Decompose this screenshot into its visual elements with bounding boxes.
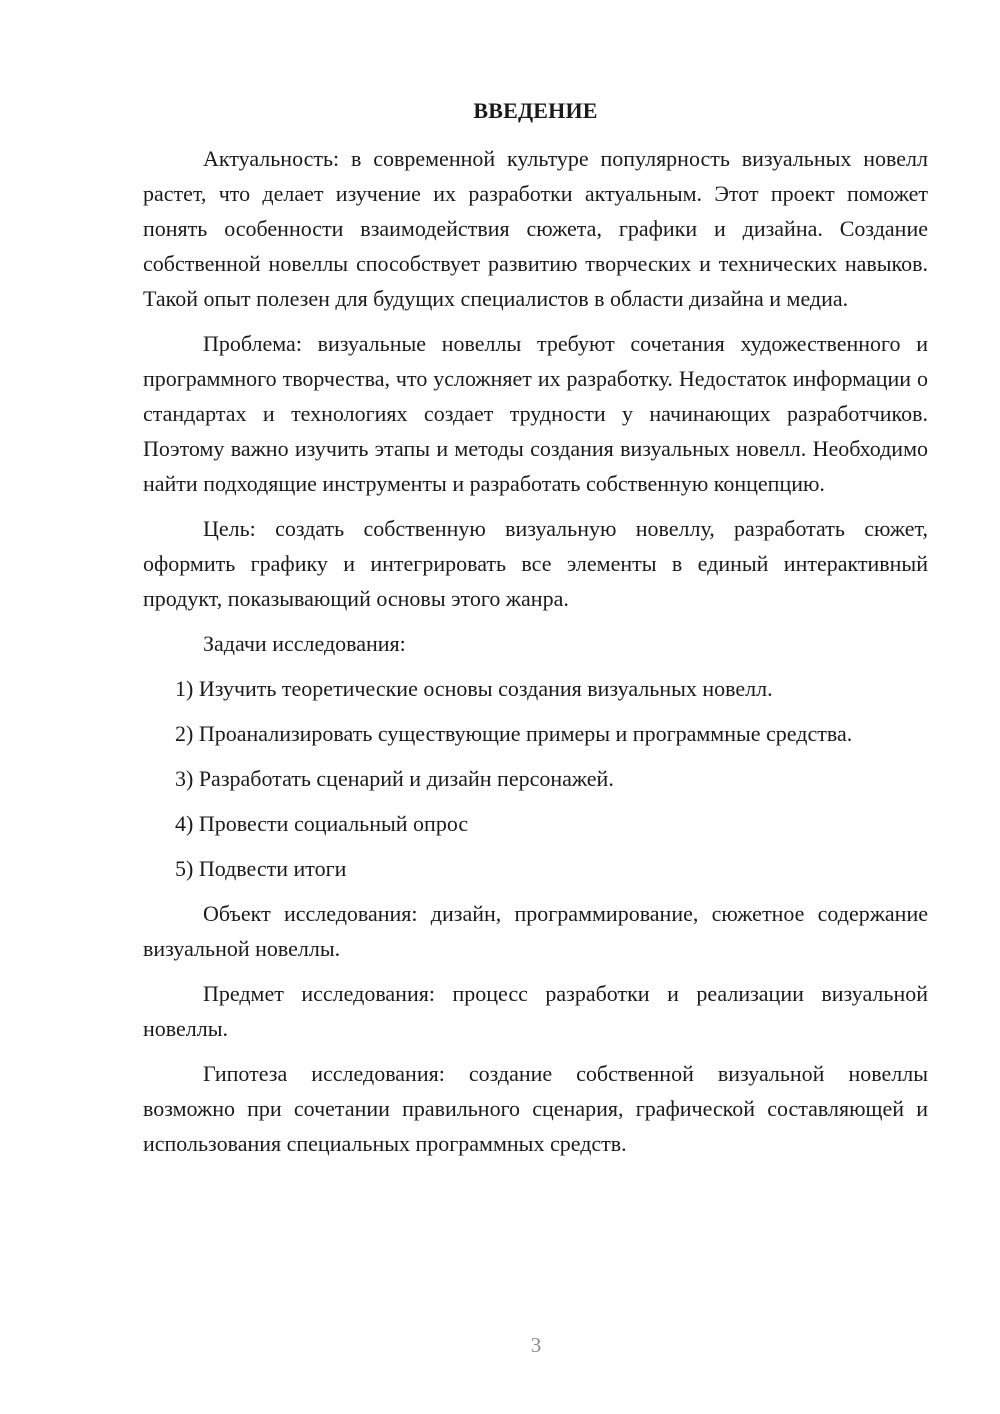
page-number: 3 (530, 1333, 542, 1357)
task-item: 5) Подвести итоги (175, 856, 347, 881)
task-item: 2) Проанализировать существующие примеры и программные средства. (175, 721, 853, 746)
problem-paragraph: Проблема: визуальные новеллы требуют сочетания художественного и программного творчества, что усложняет их разработку. Недостаток информации о стандартах и технологиях создает трудности у начинающих разработчиков. Поэтому важно изучить этапы и методы создания визуальных новелл. Необходимо найти подходящие инструменты и разработать собственную концепцию. (143, 331, 928, 496)
task-item: 4) Провести социальный опрос (175, 811, 469, 836)
goal-paragraph: Цель: создать собственную визуальную новеллу, разработать сюжет, оформить графику и интегрировать все элементы в единый интерактивный продукт, показывающий основы этого жанра. (143, 516, 928, 611)
hypothesis-paragraph: Гипотеза исследования: создание собственной визуальной новеллы возможно при сочетании правильного сценария, графической составляющей и использования специальных программных средств. (143, 1061, 928, 1156)
task-item: 3) Разработать сценарий и дизайн персонажей. (175, 766, 614, 791)
relevance-paragraph: Актуальность: в современной культуре популярность визуальных новелл растет, что делает изучение их разработки актуальным. Этот проект поможет понять особенности взаимодействия сюжета, графики и дизайна. Создание собственной новеллы способствует развитию творческих и технических навыков. Такой опыт полезен для будущих специалистов в области дизайна и медиа. (143, 146, 928, 311)
task-item: 1) Изучить теоретические основы создания визуальных новелл. (175, 676, 773, 701)
section-heading: ВВЕДЕНИЕ (473, 98, 598, 123)
page-content (143, 95, 928, 1171)
subject-paragraph: Предмет исследования: процесс разработки и реализации визуальной новеллы. (143, 981, 928, 1041)
tasks-label: Задачи исследования: (203, 631, 406, 656)
tasks-list (143, 671, 928, 886)
object-paragraph: Объект исследования: дизайн, программирование, сюжетное содержание визуальной новеллы. (143, 901, 928, 961)
